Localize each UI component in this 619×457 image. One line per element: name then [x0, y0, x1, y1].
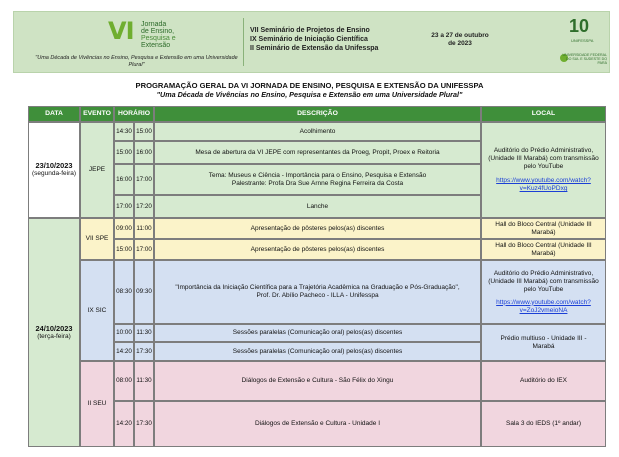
day2-weekday: (terça-feira)	[37, 332, 71, 340]
day1-date-cell	[28, 122, 80, 218]
time-start: 14:30	[114, 122, 134, 141]
emblem-sub: UNIFESSPA	[571, 38, 594, 43]
local-cell: Auditório do IEX	[481, 361, 606, 401]
seminar-list: VII Seminário de Projetos de Ensino IX Seminário de Iniciação Científica II Seminário de Extensão da Unifesspa	[250, 27, 379, 52]
header-data: DATA	[28, 106, 80, 122]
description-cell: Diálogos de Extensão e Cultura - Unidade I	[154, 401, 481, 447]
time-start: 15:00	[114, 141, 134, 164]
header-evento: EVENTO	[80, 106, 114, 122]
time-end: 17:30	[134, 401, 154, 447]
time-end: 17:00	[134, 164, 154, 195]
time-start: 14:20	[114, 401, 134, 447]
logo-tagline: "Uma Década de Vivências no Ensino, Pesquisa e Extensão em uma Universidade Plural"	[35, 55, 238, 68]
description-cell: Diálogos de Extensão e Cultura - São Félix do Xingu	[154, 361, 481, 401]
time-end: 17:20	[134, 195, 154, 218]
youtube-link[interactable]: https://www.youtube.com/watch?v=Kuz4fUoPDxg	[496, 177, 591, 192]
logo-vi-text: VI	[108, 17, 134, 45]
sic-shared-local: Prédio multiuso - Unidade III - Marabá	[481, 324, 606, 361]
local-cell: Hall do Bloco Central (Unidade III Marabá)	[481, 218, 606, 239]
description-cell: Acolhimento	[154, 122, 481, 141]
event-dates: 23 a 27 de outubro de 2023	[431, 32, 489, 47]
time-start: 16:00	[114, 164, 134, 195]
day2-date-cell	[28, 218, 80, 447]
description-cell: Mesa de abertura da VI JEPE com representantes da Proeg, Propit, Proex e Reitoria	[154, 141, 481, 164]
time-start: 09:00	[114, 218, 134, 239]
description-cell	[154, 164, 481, 195]
talk-theme: Tema: Museus e Ciência - Importância para o Ensino, Pesquisa e Extensão	[208, 171, 427, 179]
time-end: 17:00	[134, 239, 154, 260]
logo-lines: Jornada de Ensino, Pesquisa e Extensão	[141, 21, 176, 49]
local-text: Auditório do Prédio Administrativo, (Unidade III Marabá) com transmissão pelo YouTube	[488, 147, 599, 170]
talk-speaker: Palestrante: Profa Dra Sue Arnne Regina Ferreira da Costa	[231, 179, 404, 187]
header-horario: HORÁRIO	[114, 106, 154, 122]
sic-event: IX SIC	[80, 260, 114, 361]
time-end: 11:30	[134, 361, 154, 401]
description-cell: Sessões paralelas (Comunicação oral) pelos(as) discentes	[154, 324, 481, 342]
time-end: 17:30	[134, 342, 154, 361]
header-descricao: DESCRIÇÃO	[154, 106, 481, 122]
unifesspa-emblem	[557, 16, 607, 70]
page-title: PROGRAMAÇÃO GERAL DA VI JORNADA DE ENSINO, PESQUISA E EXTENSÃO DA UNIFESSPA	[135, 81, 484, 90]
local-cell: Sala 3 do IEDS (1º andar)	[481, 401, 606, 447]
description-cell: "Importância da Iniciação Científica para a Trajetória Acadêmica na Graduação e Pós-Graduação", Prof. Dr. Abílio Pacheco - ILLA - Unifesspa	[154, 260, 481, 324]
time-end: 16:00	[134, 141, 154, 164]
time-end: 09:30	[134, 260, 154, 324]
description-cell: Apresentação de pôsteres pelos(as) discentes	[154, 218, 481, 239]
jornada-logo	[34, 15, 239, 71]
seu-event: II SEU	[80, 361, 114, 447]
time-end: 11:00	[134, 218, 154, 239]
description-cell: Apresentação de pôsteres pelos(as) discentes	[154, 239, 481, 260]
emblem-logo-text: UNIVERSIDADE FEDERAL DO SUL E SUDESTE DO PARÁ	[562, 53, 607, 65]
time-end: 15:00	[134, 122, 154, 141]
time-start: 17:00	[114, 195, 134, 218]
time-start: 08:00	[114, 361, 134, 401]
local-text: Auditório do Prédio Administrativo, (Unidade III Marabá) com transmissão pelo YouTube	[488, 269, 599, 293]
local-cell: Hall do Bloco Central (Unidade III Marabá)	[481, 239, 606, 260]
time-start: 15:00	[114, 239, 134, 260]
page-subtitle: "Uma Década de Vivências no Ensino, Pesquisa e Extensão em uma Universidade Plural"	[156, 90, 463, 99]
time-start: 10:00	[114, 324, 134, 342]
time-start: 14:20	[114, 342, 134, 361]
header-local: LOCAL	[481, 106, 606, 122]
day1-local-cell	[481, 122, 606, 218]
time-end: 11:30	[134, 324, 154, 342]
youtube-link[interactable]: https://www.youtube.com/watch?v=ZoJ2vmeioNA	[496, 298, 591, 314]
day1-date: 23/10/2023	[35, 161, 73, 170]
banner-divider	[243, 18, 244, 66]
schedule-table	[28, 106, 606, 447]
day2-date: 24/10/2023	[35, 323, 73, 333]
time-start: 08:30	[114, 260, 134, 324]
day1-weekday: (segunda-feira)	[31, 170, 77, 177]
emblem-number: 10	[569, 16, 590, 36]
description-cell: Lanche	[154, 195, 481, 218]
header-banner	[13, 11, 610, 73]
description-cell: Sessões paralelas (Comunicação oral) pelos(as) discentes	[154, 342, 481, 361]
spe-event: VII SPE	[80, 218, 114, 260]
day1-event: JEPE	[80, 122, 114, 218]
sic-local-cell	[481, 260, 606, 324]
